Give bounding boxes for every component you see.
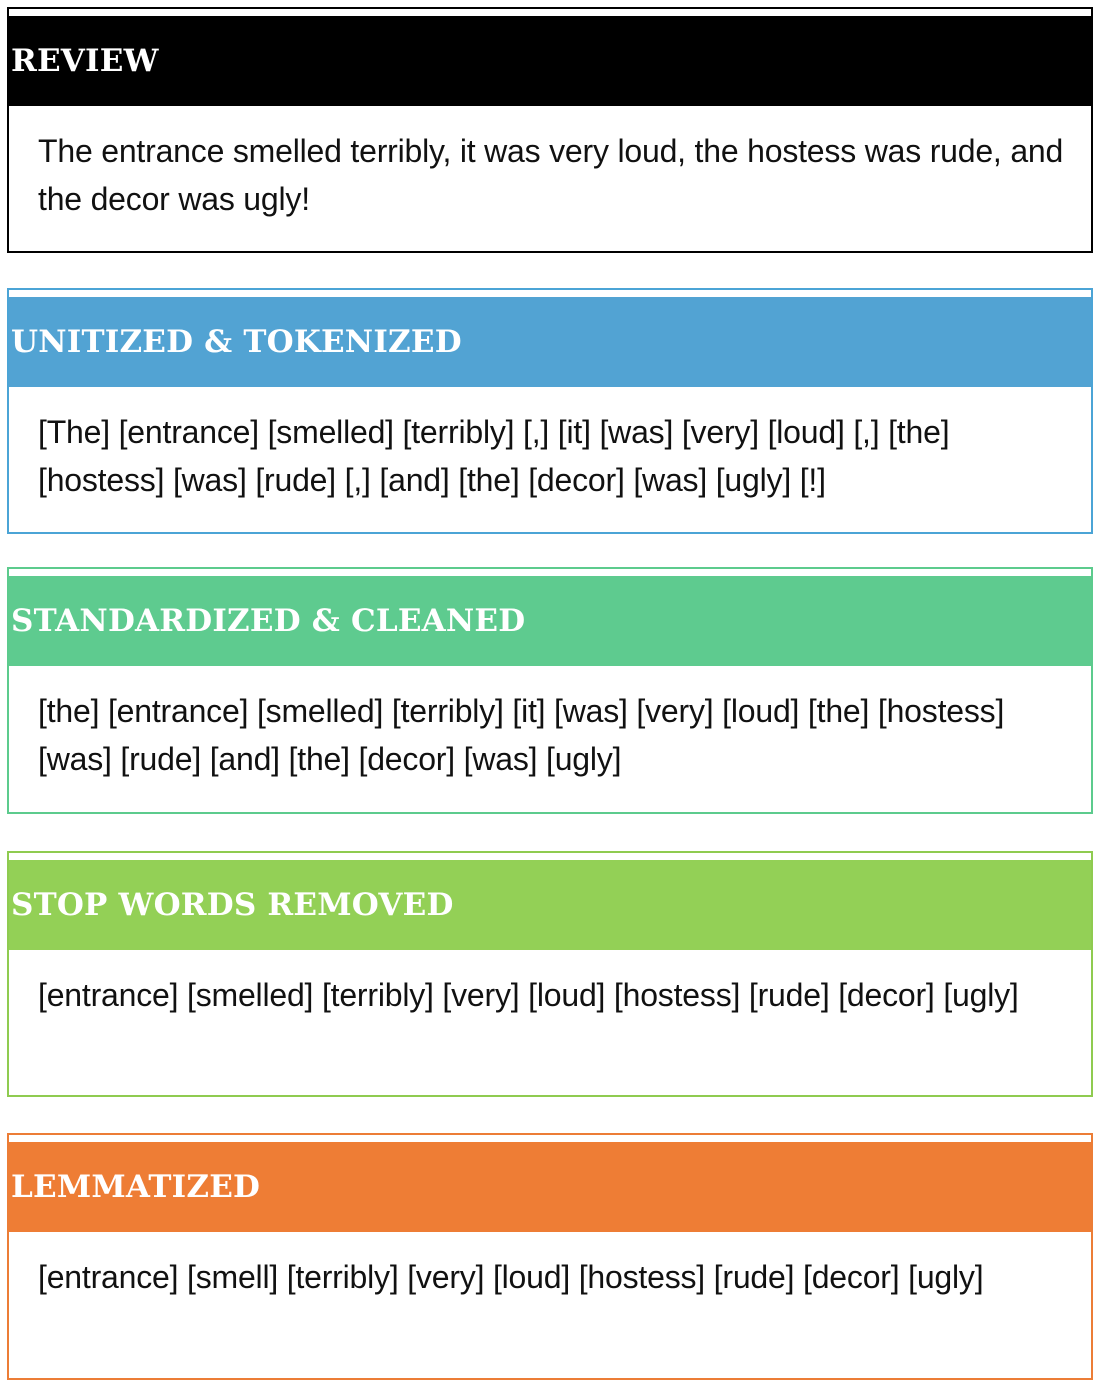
lemmatized-panel bbox=[7, 1133, 1093, 1380]
tokenized-panel bbox=[7, 288, 1093, 534]
cleaned-panel bbox=[7, 567, 1093, 814]
stopwords-panel bbox=[7, 851, 1093, 1097]
tokenized-header: UNITIZED & TOKENIZED bbox=[9, 295, 1091, 387]
stopwords-text: [entrance] [smelled] [terribly] [very] [loud] [hostess] [rude] [decor] [ugly] bbox=[38, 977, 1019, 1013]
cleaned-header: STANDARDIZED & CLEANED bbox=[9, 574, 1091, 666]
review-panel bbox=[7, 7, 1093, 253]
stopwords-header: STOP WORDS REMOVED bbox=[9, 858, 1091, 950]
lemmatized-text: [entrance] [smell] [terribly] [very] [loud] [hostess] [rude] [decor] [ugly] bbox=[38, 1259, 984, 1295]
cleaned-text: [the] [entrance] [smelled] [terribly] [it] [was] [very] [loud] [the] [hostess] [was] [rude] [and] [the] [decor] [was] [ugly] bbox=[38, 693, 1005, 777]
tokenized-text: [The] [entrance] [smelled] [terribly] [,] [it] [was] [very] [loud] [,] [the] [hostess] [was] [rude] [,] [and] [the] [decor] [was] [ugly] [!] bbox=[38, 414, 950, 498]
lemmatized-header: LEMMATIZED bbox=[9, 1140, 1091, 1232]
review-text: The entrance smelled terribly, it was very loud, the hostess was rude, and the decor was ugly! bbox=[38, 133, 1064, 217]
review-header: REVIEW bbox=[9, 14, 1091, 106]
